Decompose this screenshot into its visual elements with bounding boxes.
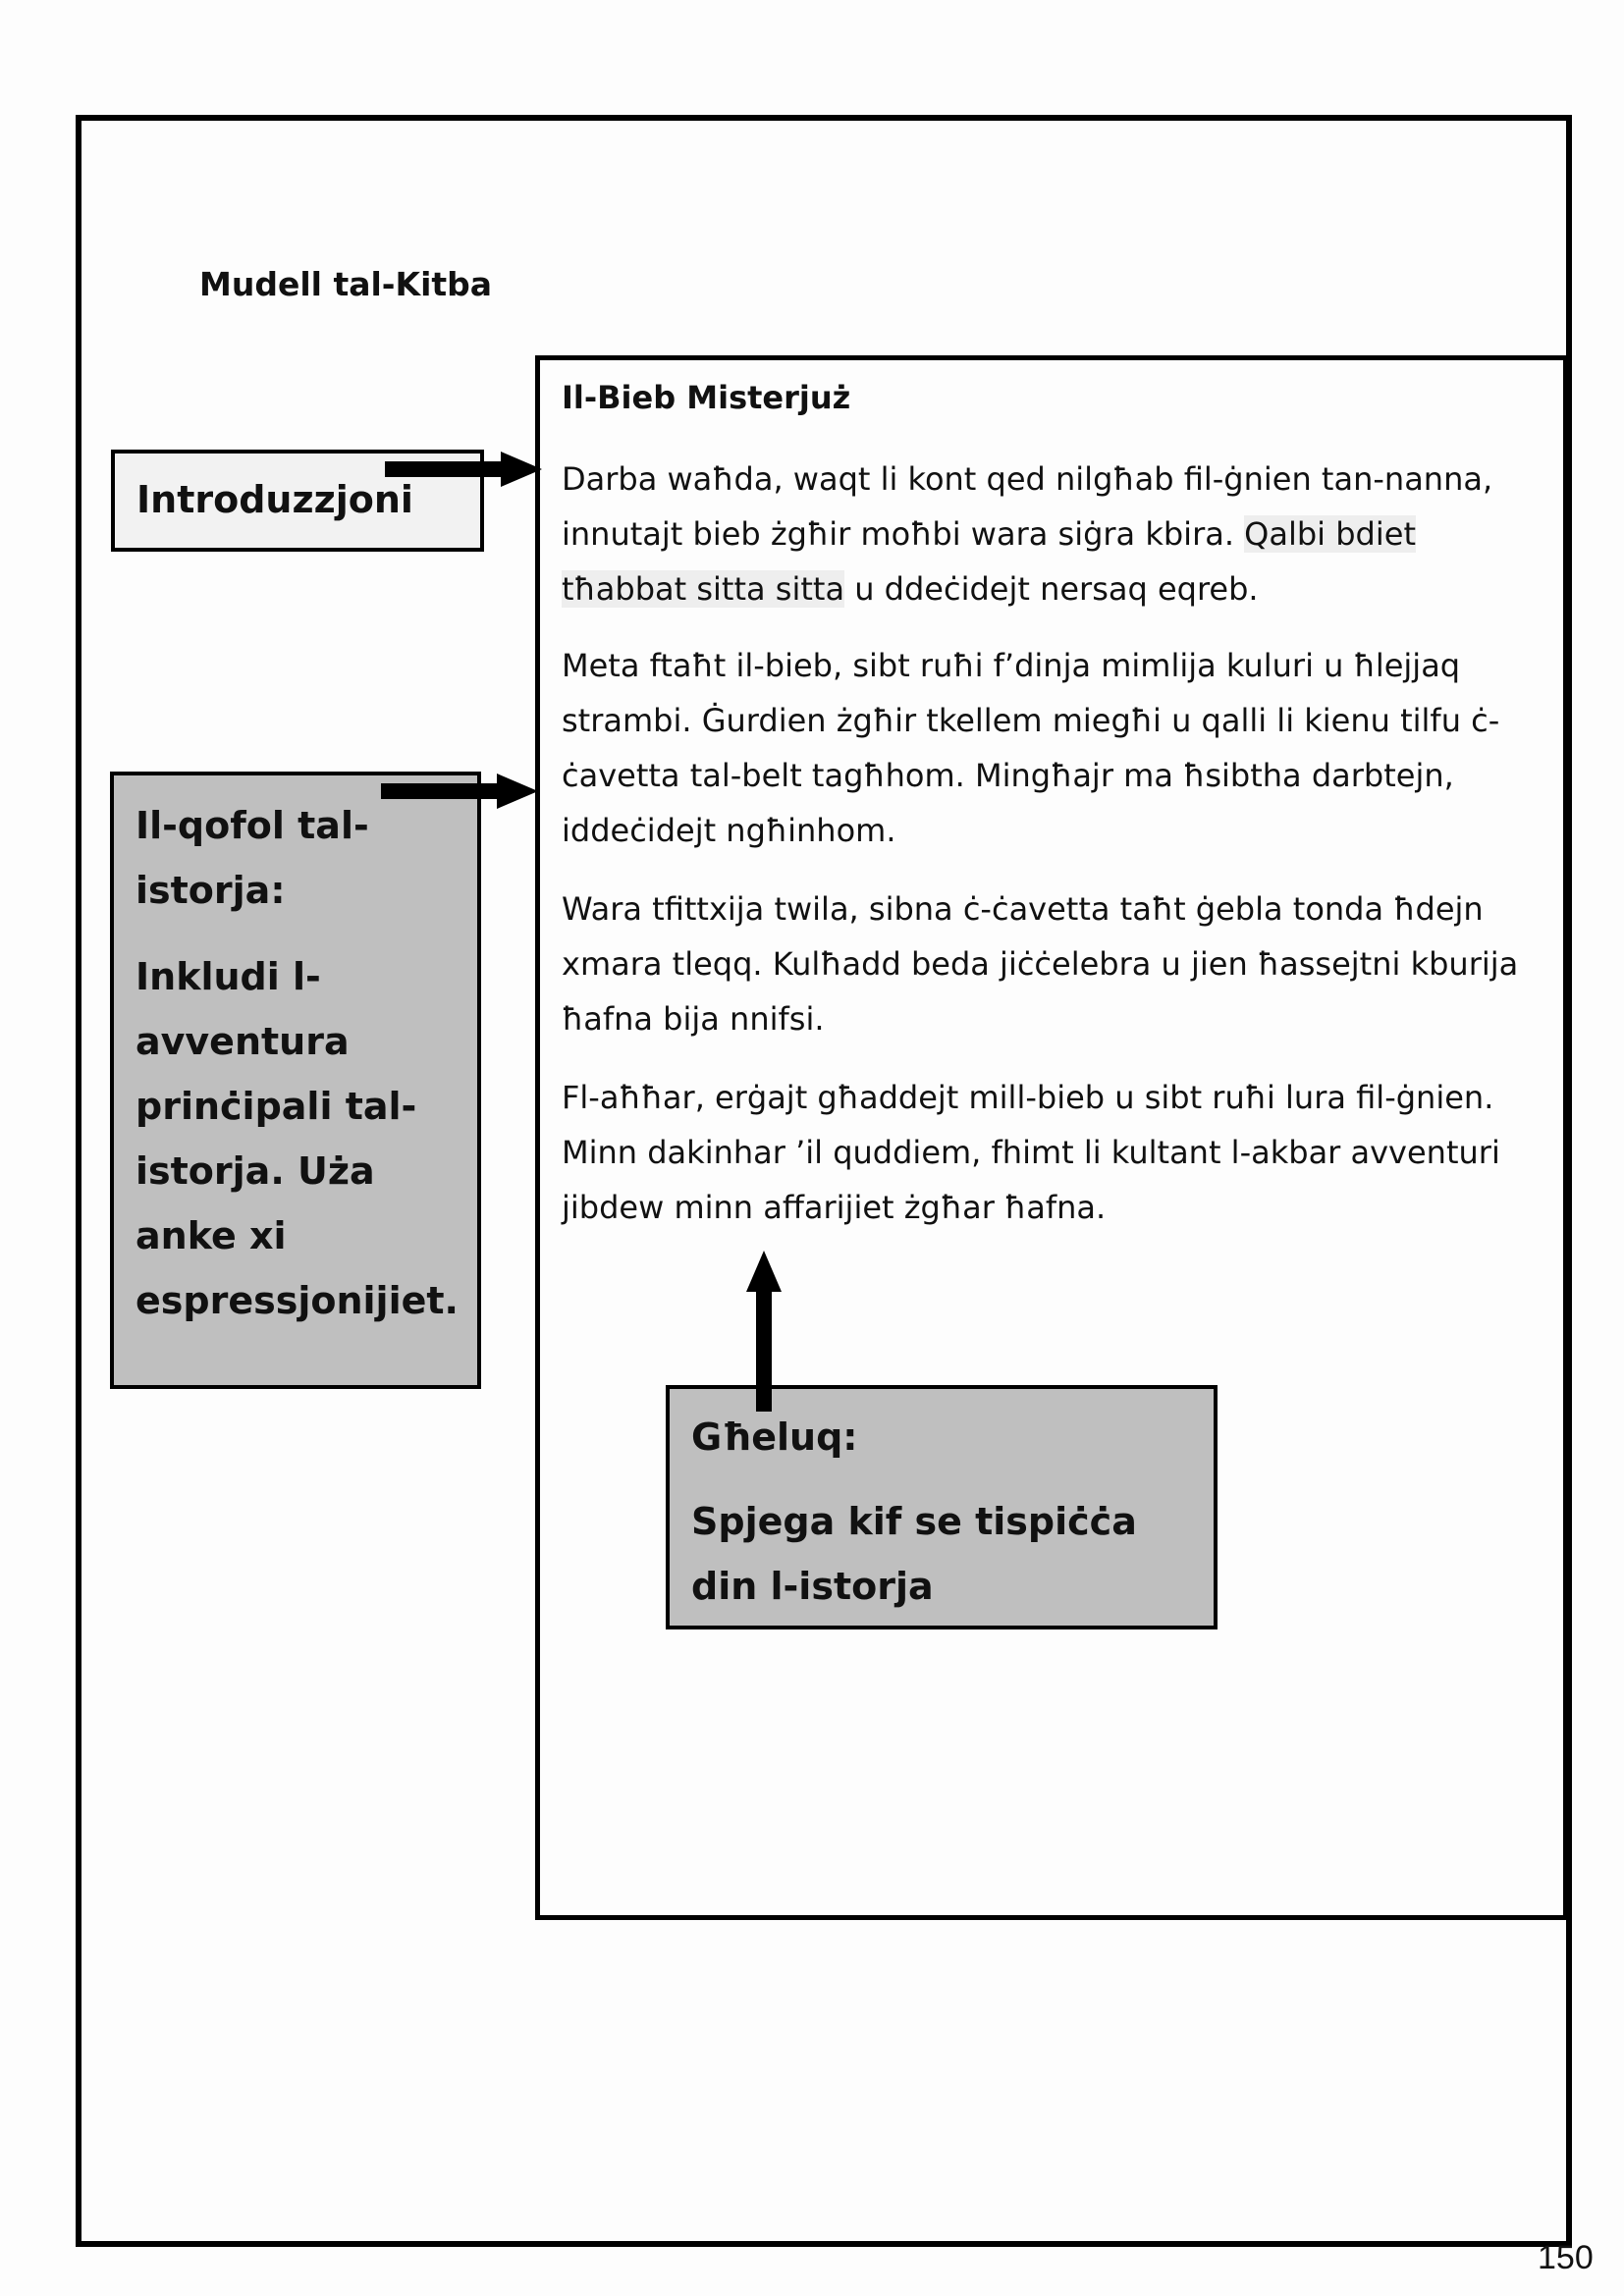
callout-instruction: Inkludi l-avventura prinċipali tal-istorja. Uża anke xi espressjonijiet. (135, 955, 459, 1322)
story-paragraph: Fl-aħħar, erġajt għaddejt mill-bieb u sibt ruħi lura fil-ġnien. Minn dakinhar ’il quddiem, fhimt li kultant l-akbar avventuri jibdew minn affarijiet żgħar ħafna. (562, 1079, 1500, 1226)
page-number: 150 (1538, 2239, 1594, 2276)
story-paragraph (562, 452, 1543, 616)
paragraph-text: u ddeċidejt nersaq eqreb. (844, 570, 1259, 608)
paragraph-text: Darba waħda, waqt li kont qed nilgħab fil-ġnien tan-nanna, innutajt bieb żgħir moħbi wara siġra kbira. (562, 460, 1493, 553)
arrow-right-icon (381, 772, 538, 811)
callout-label: Introduzzjoni (136, 478, 413, 521)
callout-instruction: Spjega kif se tispiċċa din l-istorja (691, 1500, 1137, 1608)
page-heading: Mudell tal-Kitba (199, 265, 493, 303)
arrow-up-icon (744, 1251, 784, 1412)
closing-callout (666, 1385, 1218, 1629)
callout-label: Il-qofol tal-istorja: (135, 804, 369, 912)
story-paragraph: Wara tfittxija twila, sibna ċ-ċavetta taħt ġebla tonda ħdejn xmara tleqq. Kulħadd beda jiċċelebra u jien ħassejtni kburija ħafna bija nnifsi. (562, 890, 1519, 1038)
callout-label: Għeluq: (691, 1415, 858, 1459)
highlighted-text: Qalbi bdiet tħabbat sitta sitta (562, 515, 1416, 608)
arrow-right-icon (385, 450, 542, 489)
story-paragraph: Meta ftaħt il-bieb, sibt ruħi f’dinja mimlija kuluri u ħlejjaq strambi. Ġurdien żgħir tkellem miegħi u qalli li kienu tilfu ċ-ċavetta tal-belt tagħhom. Mingħajr ma ħsibtha darbtejn, iddeċidejt ngħinhom. (562, 647, 1500, 849)
plot-callout (110, 772, 481, 1389)
story-title: Il-Bieb Misterjuż (562, 379, 851, 416)
